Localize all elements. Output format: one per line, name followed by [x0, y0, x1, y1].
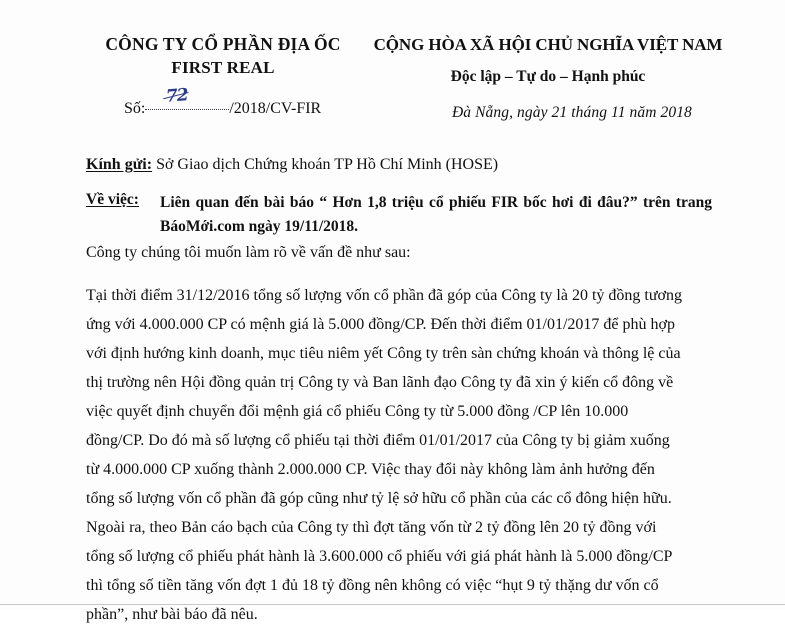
page-bottom-rule	[0, 604, 785, 605]
body-line: ứng với 4.000.000 CP có mệnh giá là 5.000 đồng/CP. Đến thời điểm 01/01/2017 để phù hợp	[86, 316, 675, 333]
recipient-label: Kính gửi:	[86, 156, 153, 173]
body-line: thị trường nên Hội đồng quản trị Công ty và Ban lãnh đạo Công ty đã xin ý kiến cổ đông về	[86, 374, 674, 391]
handwritten-number: 72	[165, 85, 189, 107]
body-line: với định hướng kinh doanh, mục tiêu niêm yết Công ty trên sàn chứng khoán và thông lệ của	[86, 345, 681, 362]
subject-line-1: Liên quan đến bài báo “ Hơn 1,8 triệu cổ phiếu FIR bốc hơi đi đâu?” trên	[160, 194, 671, 211]
document-number-prefix: Số:	[124, 100, 146, 117]
dotted-rule	[145, 109, 229, 110]
document-number-dotted-fill	[145, 85, 229, 118]
company-name-line1: CÔNG TY CỔ PHẦN ĐỊA ỐC	[105, 34, 341, 54]
place-date: Đà Nẵng, ngày 21 tháng 11 năm 2018	[452, 104, 692, 121]
body-line: Tại thời điểm 31/12/2016 tổng số lượng vốn cổ phần đã góp của Công ty là 20 tỷ đồng tương	[86, 287, 682, 304]
subject-block	[86, 191, 712, 238]
subject-line-2: trang BáoMới.com ngày 19/11/2018.	[160, 194, 712, 235]
subject-label: Về việc:	[86, 191, 139, 208]
body-line: phần”, như bài báo đã nêu.	[86, 606, 258, 623]
body-paragraph	[86, 281, 712, 629]
body-line: việc quyết định chuyển đổi mệnh giá cổ phiếu Công ty từ 5.000 đồng /CP lên 10.000	[86, 403, 629, 420]
body-line: từ 4.000.000 CP xuống thành 2.000.000 CP. Việc thay đổi này không làm ảnh hưởng đến	[86, 461, 655, 478]
body-line: tổng số lượng cổ phiếu phát hành là 3.600.000 cổ phiếu với giá phát hành là 5.000 đồng/CP	[86, 548, 673, 565]
company-header-block	[78, 34, 368, 81]
company-name-line2: FIRST REAL	[171, 57, 275, 77]
subject-text	[160, 191, 712, 238]
document-number-line	[124, 85, 322, 118]
national-motto: Độc lập – Tự do – Hạnh phúc	[450, 68, 646, 86]
body-line: thì tổng số tiền tăng vốn đợt 1 đủ 18 tỷ đồng nên không có việc “hụt 9 tỷ thặng dư vốn cổ	[86, 577, 659, 594]
body-line: Ngoài ra, theo Bản cáo bạch của Công ty thì đợt tăng vốn từ 2 tỷ đồng lên 20 tỷ đồng với	[86, 519, 657, 536]
recipient-line	[86, 156, 498, 174]
national-title: CỘNG HÒA XÃ HỘI CHỦ NGHĨA VIỆT NAM	[373, 35, 723, 54]
document-number-suffix: /2018/CV-FIR	[229, 100, 322, 117]
body-line: đồng/CP. Do đó mà số lượng cổ phiếu tại thời điểm 01/01/2017 của Công ty bị giảm xuống	[86, 432, 670, 449]
intro-sentence: Công ty chúng tôi muốn làm rõ về vấn đề như sau:	[86, 244, 411, 261]
national-header-block	[372, 34, 724, 87]
body-line: tổng số lượng vốn cổ phần đã góp cũng như tỷ lệ sở hữu cổ phần của các cổ đông hiện hữu.	[86, 490, 672, 507]
recipient-value: Sở Giao dịch Chứng khoán TP Hồ Chí Minh (HOSE)	[156, 156, 499, 173]
